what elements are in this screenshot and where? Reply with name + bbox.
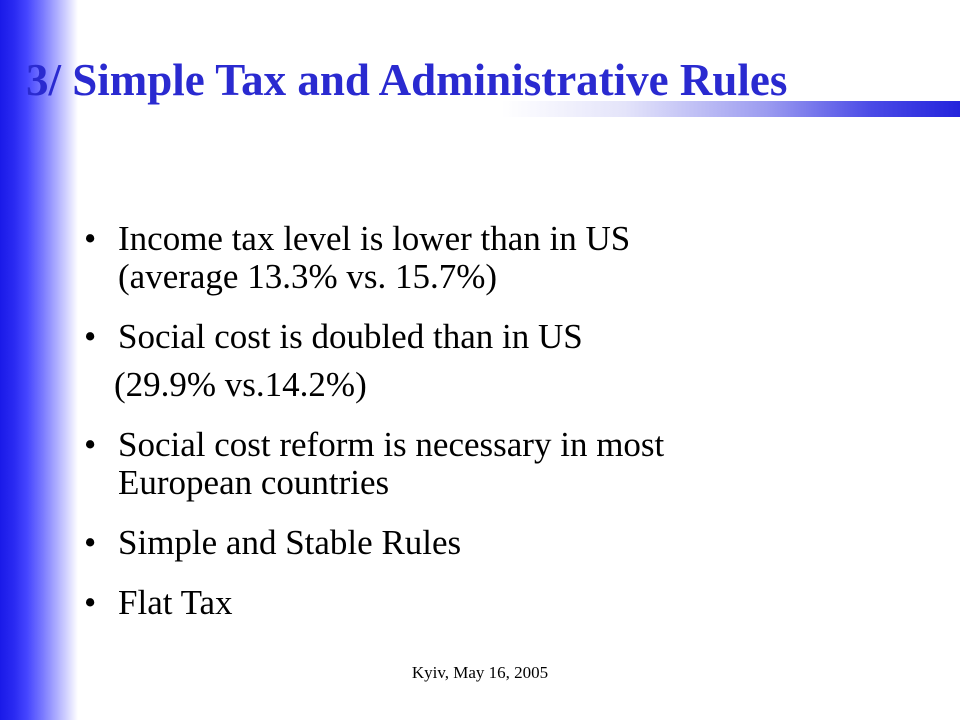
bullet-icon: • (84, 219, 97, 258)
bullet-icon: • (84, 523, 97, 562)
bullet-text-line: Flat Tax (118, 583, 233, 622)
bullet-item-social-reform (84, 426, 944, 502)
bullet-item-simple-rules (84, 524, 944, 562)
bullet-text-line: European countries (118, 463, 390, 502)
bullet-item-social-cost (84, 318, 944, 356)
bullet-continuation-social-cost (84, 366, 944, 404)
bullet-item-income-tax (84, 220, 944, 296)
bullet-icon: • (84, 425, 97, 464)
bullet-icon: • (84, 583, 97, 622)
bullet-text-line: Social cost is doubled than in US (118, 317, 583, 356)
bullet-item-flat-tax (84, 584, 944, 622)
bullet-icon: • (84, 317, 97, 356)
slide-footer: Kyiv, May 16, 2005 (411, 663, 549, 682)
bullet-text-line: (average 13.3% vs. 15.7%) (118, 257, 498, 296)
slide-title: 3/ Simple Tax and Administrative Rules (26, 55, 788, 105)
bullet-text-line: Social cost reform is necessary in most (118, 425, 665, 464)
bullet-text-line: Simple and Stable Rules (118, 523, 462, 562)
bullet-list (84, 220, 944, 622)
bullet-text-line: (29.9% vs.14.2%) (114, 365, 367, 404)
bullet-text-line: Income tax level is lower than in US (118, 219, 631, 258)
